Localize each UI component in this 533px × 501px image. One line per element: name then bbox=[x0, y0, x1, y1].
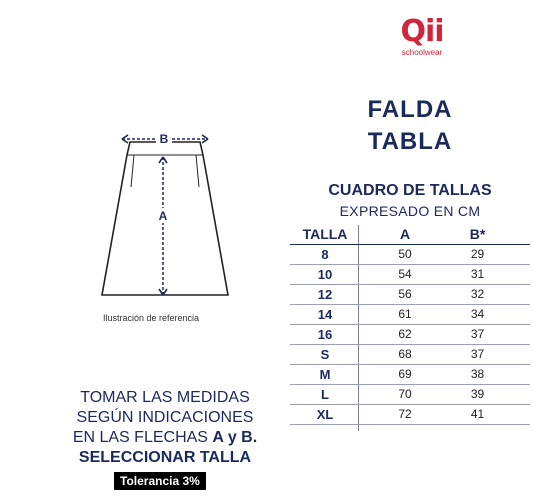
header-b: B* bbox=[469, 226, 486, 242]
size-cell: 10 bbox=[317, 267, 333, 282]
size-cell: M bbox=[319, 367, 331, 382]
instruction-line-3-prefix: EN LAS FLECHAS bbox=[72, 429, 213, 446]
instruction-line-3-bold: A y B. bbox=[212, 429, 258, 446]
table-row bbox=[290, 325, 530, 345]
size-cell: 16 bbox=[317, 327, 333, 342]
size-table bbox=[290, 225, 530, 425]
table-row bbox=[290, 305, 530, 325]
instruction-line-4-bold: SELECCIONAR TALLA bbox=[78, 449, 252, 466]
measure-b-cell: 32 bbox=[470, 287, 485, 301]
table-row bbox=[290, 385, 530, 405]
instruction-line-3 bbox=[60, 428, 270, 448]
logo-mark: Qii bbox=[400, 14, 444, 49]
size-cell: S bbox=[320, 347, 330, 362]
measure-b-cell: 38 bbox=[470, 367, 485, 381]
product-title-line1: FALDA bbox=[367, 96, 453, 123]
skirt-illustration bbox=[90, 125, 240, 305]
measure-a-cell: 70 bbox=[398, 387, 412, 401]
size-cell: XL bbox=[316, 407, 334, 422]
measure-a-cell: 56 bbox=[398, 287, 412, 301]
instruction-line-4 bbox=[60, 448, 270, 468]
logo-subtitle: schoolwear bbox=[401, 48, 443, 57]
size-cell: L bbox=[321, 387, 329, 402]
measure-b-cell: 41 bbox=[470, 407, 485, 421]
table-row bbox=[290, 265, 530, 285]
table-header-row bbox=[290, 225, 530, 245]
dart-left bbox=[131, 155, 134, 187]
measure-a-cell: 68 bbox=[398, 347, 412, 361]
measure-a-cell: 62 bbox=[398, 327, 412, 341]
table-row bbox=[290, 345, 530, 365]
size-chart-subheading: EXPRESADO EN CM bbox=[339, 203, 481, 219]
table-row bbox=[290, 245, 530, 265]
label-a: A bbox=[158, 209, 168, 223]
measure-a-cell: 69 bbox=[398, 367, 412, 381]
measure-a-cell: 72 bbox=[398, 407, 412, 421]
size-cell: 8 bbox=[321, 247, 329, 262]
measure-b-cell: 29 bbox=[470, 247, 485, 261]
product-title-line2: TABLA bbox=[367, 128, 453, 155]
tolerance-badge: Tolerancia 3% bbox=[114, 472, 206, 490]
measure-b-cell: 34 bbox=[470, 307, 485, 321]
illustration-caption: Ilustración de referencia bbox=[103, 313, 200, 323]
label-b: B bbox=[159, 132, 169, 146]
measure-a-cell: 50 bbox=[398, 247, 412, 261]
header-talla: TALLA bbox=[302, 226, 348, 242]
measure-b-cell: 31 bbox=[470, 267, 485, 281]
table-row bbox=[290, 285, 530, 305]
measure-b-cell: 37 bbox=[470, 347, 485, 361]
table-row bbox=[290, 405, 530, 425]
dart-right bbox=[196, 155, 199, 187]
size-cell: 14 bbox=[317, 307, 333, 322]
size-chart-heading: CUADRO DE TALLAS bbox=[328, 182, 492, 199]
measure-a-cell: 54 bbox=[398, 267, 412, 281]
measure-a-cell: 61 bbox=[398, 307, 412, 321]
header-a: A bbox=[399, 226, 411, 242]
brand-logo bbox=[392, 14, 452, 58]
instruction-line-1: TOMAR LAS MEDIDAS bbox=[80, 389, 250, 406]
measuring-instructions bbox=[60, 388, 270, 468]
size-cell: 12 bbox=[317, 287, 333, 302]
instruction-line-2: SEGÚN INDICACIONES bbox=[76, 409, 254, 426]
measure-b-cell: 39 bbox=[470, 387, 485, 401]
table-row bbox=[290, 365, 530, 385]
measure-b-cell: 37 bbox=[470, 327, 485, 341]
